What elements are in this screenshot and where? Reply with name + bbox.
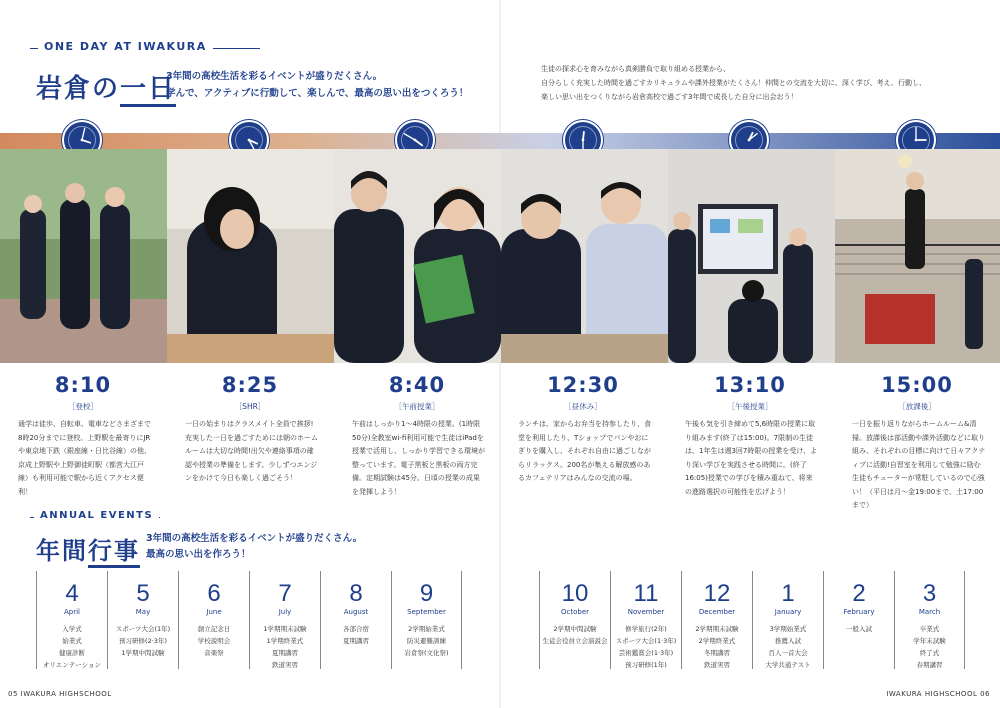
- month-number: 4: [65, 580, 79, 607]
- month-number: 9: [419, 580, 434, 607]
- month-events: [753, 623, 823, 671]
- slot-tag: ［SHR］: [234, 402, 266, 411]
- section-label-annual-events: ANNUAL EVENTS: [30, 517, 160, 531]
- month-column: [391, 571, 462, 669]
- month-name: July: [278, 608, 292, 616]
- event-item: 修学旅行(2年): [625, 625, 667, 633]
- events-title: 年間行事: [36, 531, 140, 566]
- month-events: [824, 623, 894, 635]
- event-item: オリエンテーション: [42, 661, 102, 669]
- month-number: 1: [781, 580, 795, 607]
- schedule-slot: [675, 373, 825, 499]
- event-item: 各部合宿: [343, 625, 369, 633]
- month-events: [611, 623, 681, 671]
- month-column: [681, 571, 752, 669]
- event-item: 卒業式: [919, 625, 940, 633]
- event-item: 1学期期末試験: [263, 625, 307, 633]
- event-item: 2学期期末試験: [695, 625, 739, 633]
- slot-time: 8:10: [54, 373, 112, 397]
- month-number: 10: [561, 580, 589, 607]
- slot-tag: ［登校］: [68, 402, 98, 411]
- slot-desc: 一日を振り返りながらホームルーム&清掃。放課後は部活動や課外活動などに取り組み、それぞれの目標に向けて日々アクティブに活動!自習室を利用して勉強に励む生徒もチューターが常駐しているので心強い！（平日は月〜金19:00まで、土17:00まで）: [852, 420, 986, 509]
- event-item: 岩倉祭(文化祭): [404, 649, 449, 657]
- photo-morning-class: [334, 149, 501, 363]
- month-events: [179, 623, 249, 659]
- slot-desc: 通学は徒歩、自転車、電車などさまざまで8時20分までに登校。上野駅を最寄りにJRや東京地下鉄（銀座線・日比谷線）の他、京成上野駅や上野御徒町駅（都営大江戸線）も利用可能で駅から近くアクセス便利！: [18, 420, 151, 496]
- month-column: [823, 571, 894, 669]
- slot-time: 8:25: [221, 373, 279, 397]
- month-column: [249, 571, 320, 669]
- slot-desc: 一日の始まりはクラスメイト全員で挨拶!充実した一日を過ごすためには朝のホームルームは大切な時間!出欠や連絡事項の確認や授業の準備をします。少しずつエンジンをかけて今日も楽しく過ごそう！: [185, 420, 318, 482]
- event-item: 百人一首大会: [768, 649, 808, 657]
- photo-shr: [167, 149, 334, 363]
- event-item: 健康診断: [59, 649, 85, 657]
- month-events: [321, 623, 391, 647]
- slot-tag: ［放課後］: [898, 402, 936, 411]
- month-name: December: [698, 608, 736, 616]
- slot-time: 8:40: [388, 373, 446, 397]
- event-item: 生徒会役員立会演説会: [542, 637, 608, 645]
- photo-commute: [0, 149, 167, 363]
- month-name: November: [627, 608, 665, 616]
- event-item: 音楽祭: [204, 649, 224, 657]
- event-item: 鉄道実習: [704, 661, 730, 669]
- event-item: 学年末試験: [913, 637, 946, 645]
- month-events: [108, 623, 178, 659]
- slot-time: 13:10: [714, 373, 786, 397]
- event-item: 预习研修(1年): [625, 661, 667, 669]
- event-item: 終了式: [919, 649, 940, 657]
- month-number: 8: [349, 580, 363, 607]
- month-number: 2: [852, 580, 866, 607]
- month-name: January: [774, 608, 802, 616]
- month-name: August: [343, 608, 369, 616]
- timeline-band: [0, 133, 1000, 149]
- month-column: [320, 571, 391, 669]
- schedule-slot: [8, 373, 158, 499]
- event-item: 芸術鑑賞会(1·3年): [618, 649, 674, 657]
- event-item: 春期講習: [916, 661, 943, 669]
- schedule-slot: [508, 373, 658, 486]
- month-events: [392, 623, 461, 659]
- event-item: 2学期始業式: [408, 625, 445, 633]
- slot-tag: ［昼休み］: [564, 402, 602, 411]
- month-name: October: [560, 608, 589, 616]
- event-item: 一般入試: [846, 625, 872, 633]
- month-events: [895, 623, 964, 671]
- schedule-slot: [842, 373, 992, 513]
- footer-left: 05 IWAKURA HIGHSCHOOL: [8, 690, 112, 698]
- schedule-slot: [175, 373, 325, 486]
- month-column: [107, 571, 178, 669]
- month-column: [36, 571, 107, 669]
- page-title: 岩倉の一日: [36, 68, 176, 105]
- event-item: 入学式: [62, 625, 82, 633]
- page-lead: 3年間の高校生活を彩るイベントが盛りだくさん。 学んで、アクティブに行動して、楽しんで、最高の思い出をつくろう！: [166, 71, 469, 99]
- event-item: 防災避難訓練: [407, 637, 446, 645]
- month-number: 3: [922, 580, 937, 607]
- event-item: 推薦入試: [775, 637, 801, 645]
- event-item: 预习研修(2·3年): [119, 637, 167, 645]
- month-column: [539, 571, 610, 669]
- month-name: September: [407, 608, 446, 616]
- event-item: 冬期講習: [704, 649, 730, 657]
- event-item: スポーツ大会(1·3年): [615, 637, 677, 645]
- slot-time: 12:30: [547, 373, 619, 397]
- month-number: 6: [207, 580, 221, 607]
- month-column: [894, 571, 965, 669]
- slot-desc: ランチは、家からお弁当を持参したり、食堂を利用したり、Tショップでパンやおにぎりを購入し、それぞれ自由に過ごしながらリラックス。200名が集える解放感のあるカフェテリアはみんなの交流の場。: [518, 420, 651, 482]
- month-events: [540, 623, 610, 647]
- month-column: [610, 571, 681, 669]
- event-item: スポーツ大会(1年): [115, 625, 171, 633]
- month-number: 12: [703, 580, 731, 607]
- event-item: 大学共通テスト: [765, 661, 811, 669]
- event-item: 3学期始業式: [769, 625, 807, 633]
- photo-afternoon-class: [668, 149, 835, 363]
- photo-lunch: [501, 149, 668, 363]
- month-events: [37, 623, 107, 671]
- event-item: 夏期講習: [343, 637, 369, 645]
- photo-after-school: [835, 149, 1000, 363]
- intro-text: 生徒の探求心を育みながら真剣勝負で取り組める授業から、 自分らしく充実した時間を過ごすカリキュラムや課外授業がたくさん！仲間との交流を大切に、深く学び、考え、行動し、 楽しい思い出をつくりながら岩倉高校で過ごす3年間で成長した自分に出会おう！: [541, 65, 926, 101]
- slot-desc: 午前はしっかり1〜4時限の授業。(1時限50分)全教室wi-fi利用可能で生徒はiPadを授業で活用し、しっかり学習できる環境が整っています。電子黒板と黒板の両方完備。定期試験は45分。日頃の授業の成果を発揮しよう！: [352, 420, 485, 496]
- schedule-slot: [342, 373, 492, 499]
- section-label-one-day: ONE DAY AT IWAKURA: [30, 48, 260, 64]
- month-events: [250, 623, 320, 671]
- month-events: [682, 623, 752, 671]
- month-name: February: [843, 608, 875, 616]
- month-name: March: [918, 608, 941, 616]
- event-item: 1学期終業式: [266, 637, 304, 645]
- event-item: 2学期中間試験: [553, 625, 597, 633]
- month-name: June: [206, 608, 222, 616]
- month-number: 7: [278, 580, 292, 607]
- events-lead: 3年間の高校生活を彩るイベントが盛りだくさん。 最高の思い出を作ろう！: [146, 533, 363, 560]
- event-item: 創立記念日: [197, 625, 231, 633]
- slot-tag: ［午後授業］: [727, 402, 773, 411]
- footer-right: IWAKURA HIGHSCHOOL 06: [886, 690, 990, 698]
- month-name: May: [135, 608, 151, 616]
- slot-tag: ［午前授業］: [394, 402, 440, 411]
- event-item: 始業式: [62, 637, 82, 645]
- event-item: 鉄道実習: [272, 661, 298, 669]
- event-item: 2学期終業式: [698, 637, 736, 645]
- event-item: 夏期講習: [272, 649, 298, 657]
- month-name: April: [64, 608, 80, 616]
- month-column: [752, 571, 823, 669]
- event-item: 1学期中間試験: [121, 649, 165, 657]
- slot-desc: 午後も気を引き締めて5,6時限の授業に取り組みます(終了は15:00)。7限制の生徒は、1年生は週3回7時限の授業を受け、より深い学びを実践させる時間に。(終了16:05)授業での学びを積み重ねて、将来の進路選択の可能性を広げよう！: [685, 420, 818, 496]
- slot-time: 15:00: [881, 373, 953, 397]
- month-number: 5: [136, 580, 150, 607]
- month-column: [178, 571, 249, 669]
- month-number: 11: [633, 580, 659, 607]
- event-item: 学校説明会: [197, 637, 231, 645]
